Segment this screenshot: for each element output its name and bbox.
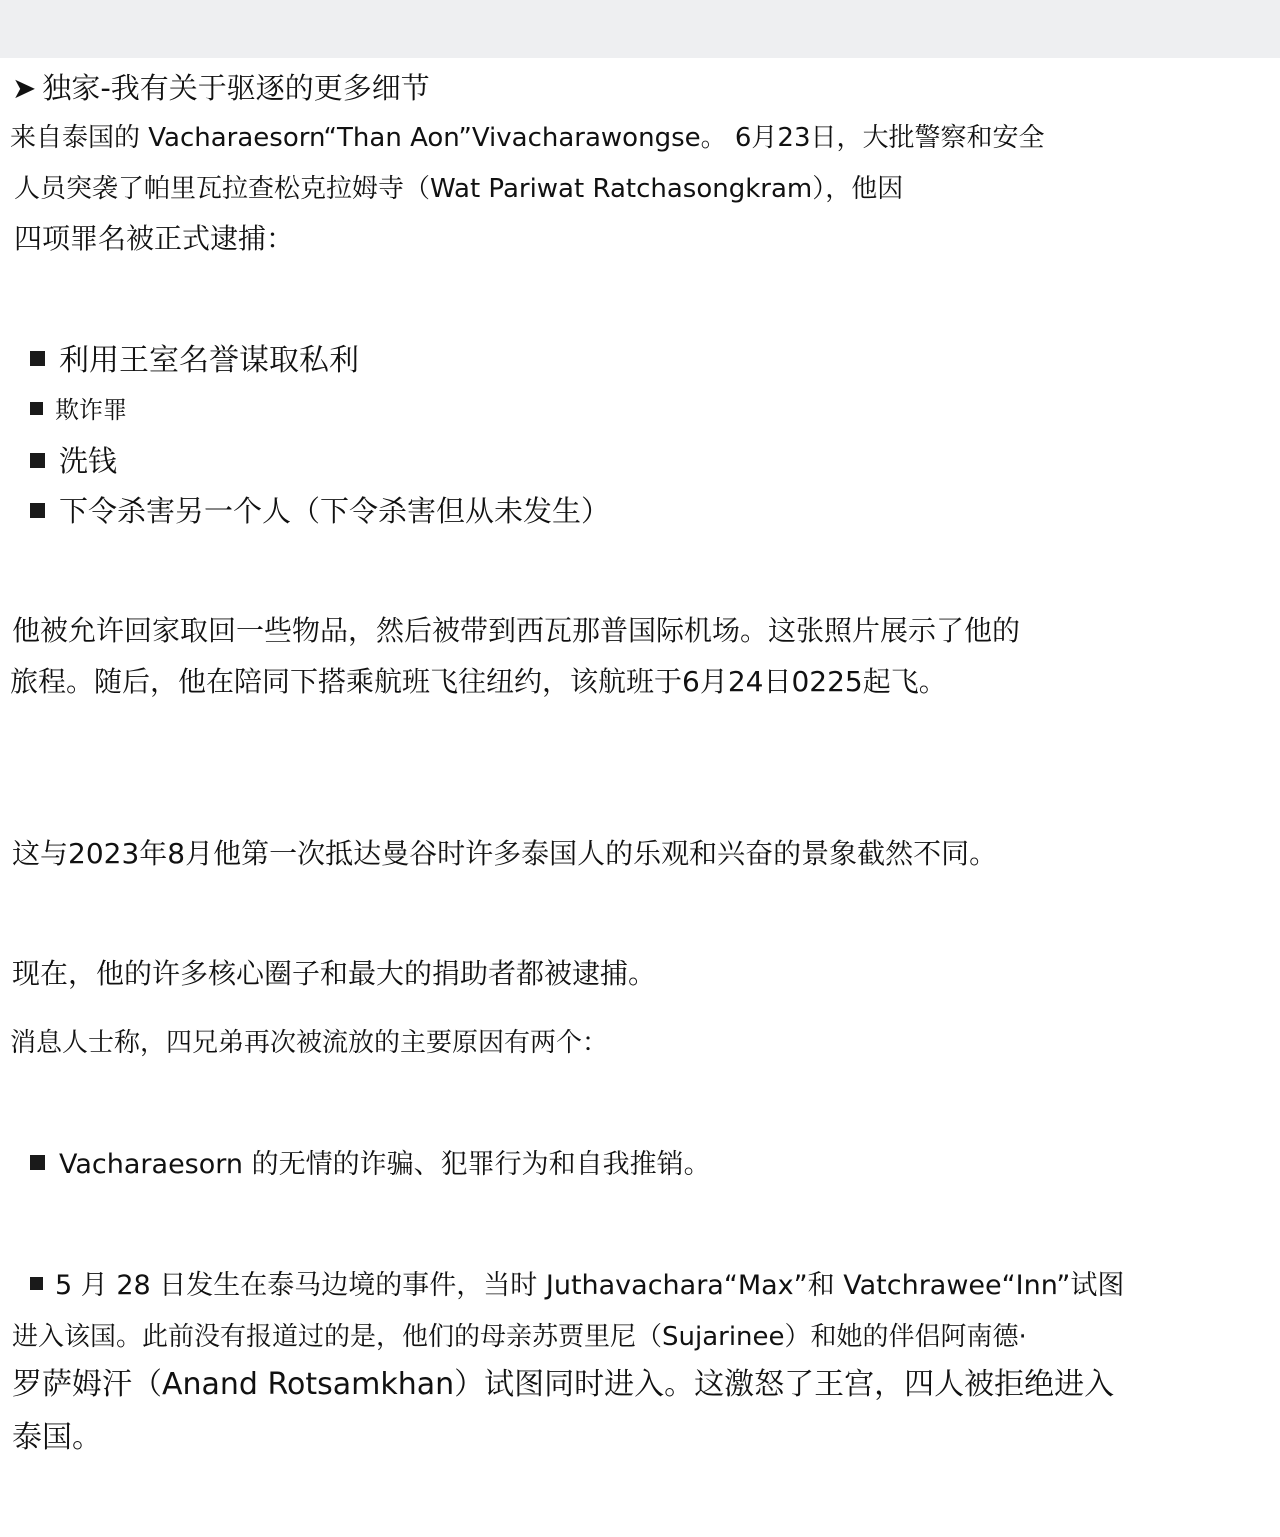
charge-text: 下令杀害另一个人（下令杀害但从未发生） xyxy=(59,494,611,528)
charge-item xyxy=(30,398,127,422)
intro-line-1: 来自泰国的 Vacharaesorn“Than Aon”Vivacharawongse。 6月23日，大批警察和安全 xyxy=(10,123,1045,153)
square-bullet-icon xyxy=(30,402,43,415)
square-bullet-icon xyxy=(30,1155,45,1170)
arrow-icon: ➤ xyxy=(12,71,37,105)
charge-text: 洗钱 xyxy=(59,444,118,478)
top-header-bar xyxy=(0,0,1280,58)
square-bullet-icon xyxy=(30,453,45,468)
reason-item xyxy=(30,1151,711,1178)
reason-text: Vacharaesorn 的无情的诈骗、犯罪行为和自我推销。 xyxy=(59,1149,711,1180)
airport-paragraph-line-2: 旅程。随后，他在陪同下搭乘航班飞往纽约，该航班于6月24日0225起飞。 xyxy=(10,665,947,698)
reason-continuation-line: 进入该国。此前没有报道过的是，他们的母亲苏贾里尼（Sujarinee）和她的伴侣阿南德· xyxy=(12,1322,1027,1352)
article-heading xyxy=(12,71,430,105)
now-paragraph: 现在，他的许多核心圈子和最大的捐助者都被逮捕。 xyxy=(12,957,657,990)
sources-paragraph: 消息人士称，四兄弟再次被流放的主要原因有两个： xyxy=(10,1028,609,1058)
airport-paragraph-line-1: 他被允许回家取回一些物品，然后被带到西瓦那普国际机场。这张照片展示了他的 xyxy=(12,614,1021,647)
contrast-paragraph: 这与2023年8月他第一次抵达曼谷时许多泰国人的乐观和兴奋的景象截然不同。 xyxy=(12,837,998,870)
heading-text: 独家-我有关于驱逐的更多细节 xyxy=(42,71,430,105)
charge-item xyxy=(30,343,359,378)
reason-text: 5 月 28 日发生在泰马边境的事件，当时 Juthavachara“Max”和 Vatchrawee“Inn”试图 xyxy=(55,1270,1125,1301)
charge-item xyxy=(30,444,118,478)
charge-text: 利用王室名誉谋取私利 xyxy=(59,343,359,378)
reason-continuation-line: 泰国。 xyxy=(12,1420,102,1455)
reason-item xyxy=(30,1272,1124,1299)
square-bullet-icon xyxy=(30,1277,43,1290)
charge-item xyxy=(30,494,611,528)
reason-continuation-line: 罗萨姆汗（Anand Rotsamkhan）试图同时进入。这激怒了王宫，四人被拒绝进入 xyxy=(12,1367,1115,1402)
charge-text: 欺诈罪 xyxy=(55,396,127,424)
intro-line-3: 四项罪名被正式逮捕： xyxy=(14,222,295,255)
intro-line-2: 人员突袭了帕里瓦拉查松克拉姆寺（Wat Pariwat Ratchasongkram），他因 xyxy=(14,174,904,204)
square-bullet-icon xyxy=(30,351,45,366)
square-bullet-icon xyxy=(30,503,45,518)
